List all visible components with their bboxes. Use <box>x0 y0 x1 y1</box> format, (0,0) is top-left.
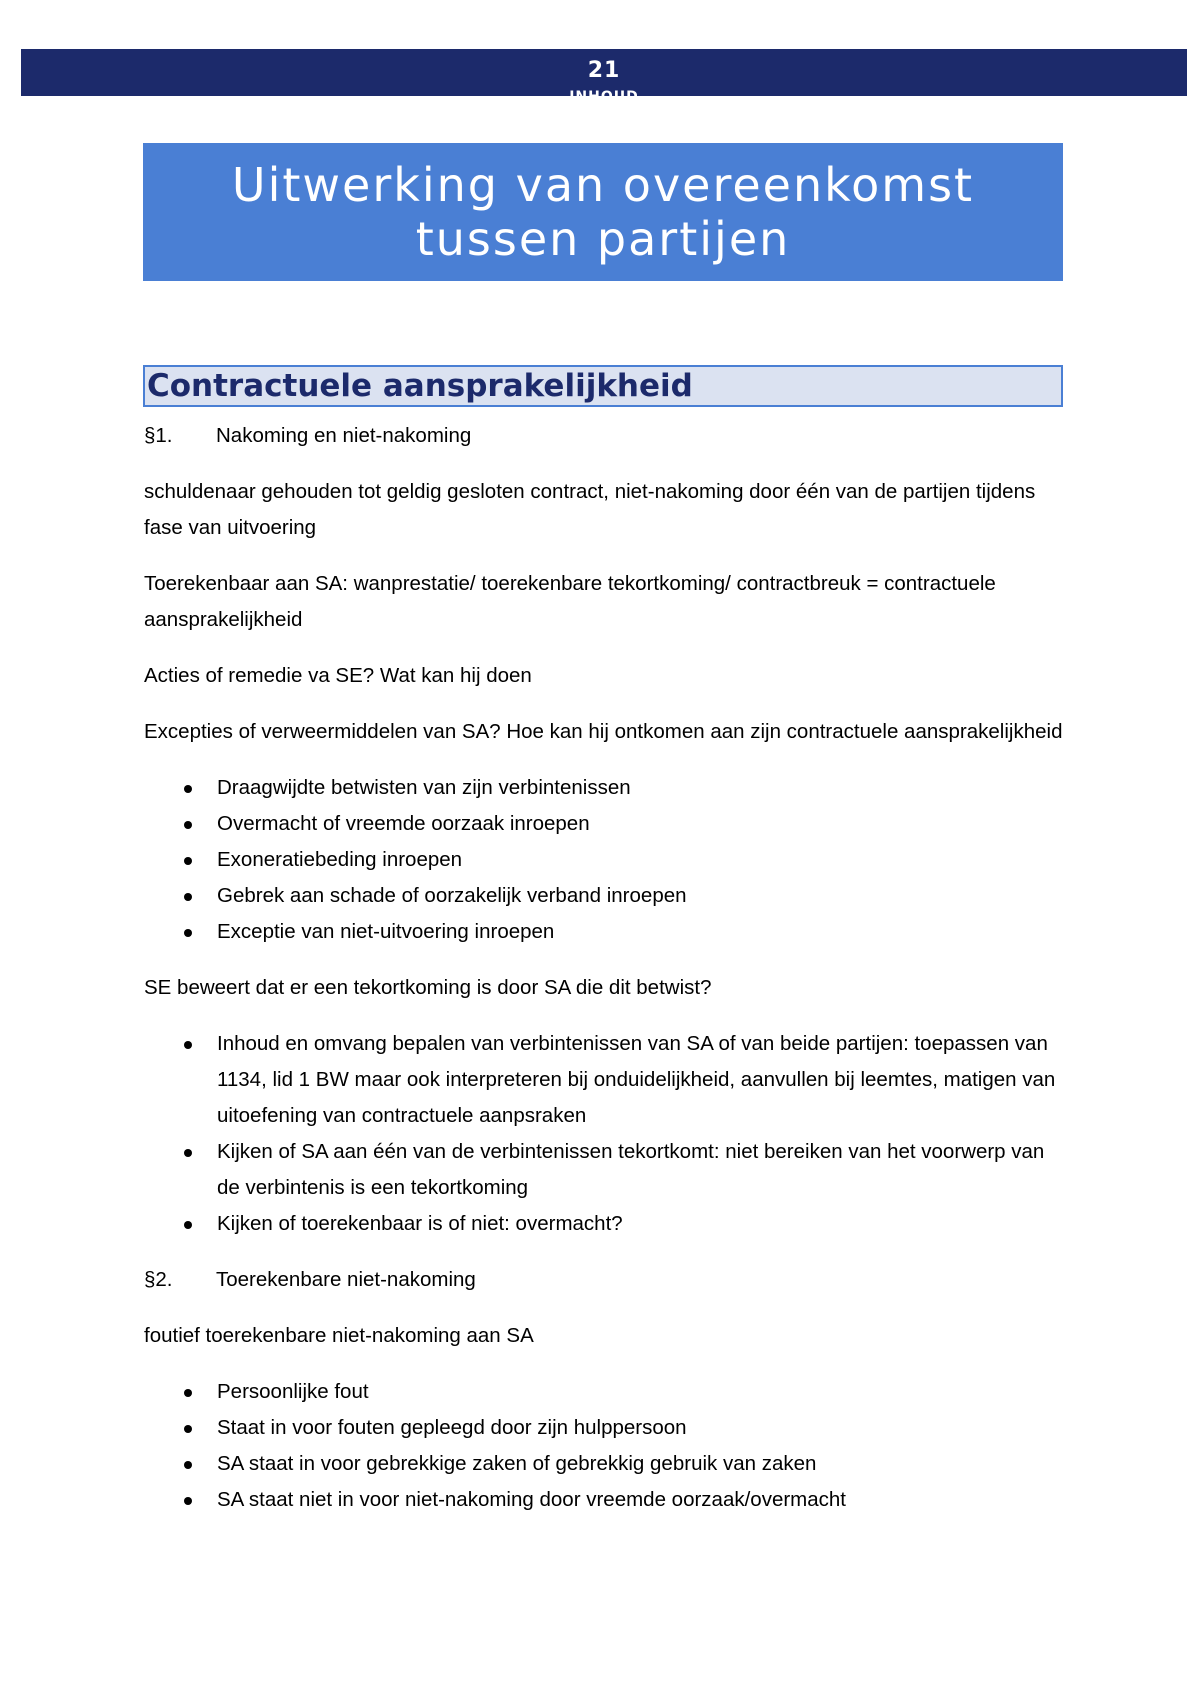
list-item: Persoonlijke fout <box>144 1374 1064 1410</box>
list-item: SA staat in voor gebrekkige zaken of gebrekkig gebruik van zaken <box>144 1446 1064 1482</box>
bullet-icon <box>184 1389 192 1397</box>
bullet-list-betwisting <box>144 1026 1064 1242</box>
chapter-title-line-1: Uitwerking van overeenkomst <box>231 158 975 212</box>
list-item: Kijken of toerekenbaar is of niet: overmacht? <box>144 1206 1064 1242</box>
list-item: Exoneratiebeding inroepen <box>144 842 1064 878</box>
paragraph-2-heading <box>144 1262 1064 1298</box>
bullet-icon <box>184 1041 192 1049</box>
chapter-title-line-2: tussen partijen <box>415 212 791 266</box>
paragraph-number: §1. <box>144 424 173 447</box>
page-header-band <box>21 49 1187 105</box>
chapter-title-box <box>143 143 1063 281</box>
bullet-icon <box>184 1149 192 1157</box>
list-item: Inhoud en omvang bepalen van verbintenissen van SA of van beide partijen: toepassen van 1134, lid 1 BW maar ook interpreteren bij onduidelijkheid, aanvullen bij leemtes, matigen van uitoefening van contractuele aanpsraken <box>144 1026 1064 1134</box>
list-item: Gebrek aan schade of oorzakelijk verband inroepen <box>144 878 1064 914</box>
bullet-icon <box>184 893 192 901</box>
header-clipped-text: INHOUD <box>569 89 639 105</box>
section-heading <box>143 365 1063 407</box>
body-text: Toerekenbaar aan SA: wanprestatie/ toerekenbare tekortkoming/ contractbreuk = contractuele aansprakelijkheid <box>144 572 996 631</box>
body-text: Acties of remedie va SE? Wat kan hij doen <box>144 664 532 687</box>
paragraph-number: §2. <box>144 1268 173 1291</box>
body-text: foutief toerekenbare niet-nakoming aan SA <box>144 1324 534 1347</box>
document-body <box>144 418 1064 1538</box>
bullet-icon <box>184 857 192 865</box>
body-text: schuldenaar gehouden tot geldig gesloten contract, niet-nakoming door één van de partijen tijdens fase van uitvoering <box>144 480 1036 539</box>
bullet-icon <box>184 1221 192 1229</box>
list-item: Staat in voor fouten gepleegd door zijn hulppersoon <box>144 1410 1064 1446</box>
paragraph-title: Nakoming en niet-nakoming <box>216 424 472 447</box>
list-item: Kijken of SA aan één van de verbintenissen tekortkomt: niet bereiken van het voorwerp van de verbintenis is een tekortkoming <box>144 1134 1064 1206</box>
page-number: 21 <box>587 58 621 83</box>
bullet-icon <box>184 1461 192 1469</box>
paragraph-1-heading <box>144 418 1064 454</box>
bullet-icon <box>184 929 192 937</box>
bullet-icon <box>184 785 192 793</box>
paragraph-title: Toerekenbare niet-nakoming <box>216 1268 476 1291</box>
list-item: SA staat niet in voor niet-nakoming door vreemde oorzaak/overmacht <box>144 1482 1064 1518</box>
section-heading-text: Contractuele aansprakelijkheid <box>147 368 693 404</box>
bullet-list-toerekenbaar <box>144 1374 1064 1518</box>
bullet-list-verweermiddelen <box>144 770 1064 950</box>
bullet-icon <box>184 821 192 829</box>
body-text: Excepties of verweermiddelen van SA? Hoe kan hij ontkomen aan zijn contractuele aansprakelijkheid <box>144 720 1063 743</box>
list-item: Overmacht of vreemde oorzaak inroepen <box>144 806 1064 842</box>
list-item: Exceptie van niet-uitvoering inroepen <box>144 914 1064 950</box>
bullet-icon <box>184 1425 192 1433</box>
bullet-icon <box>184 1497 192 1505</box>
list-item: Draagwijdte betwisten van zijn verbintenissen <box>144 770 1064 806</box>
body-text: SE beweert dat er een tekortkoming is door SA die dit betwist? <box>144 976 712 999</box>
